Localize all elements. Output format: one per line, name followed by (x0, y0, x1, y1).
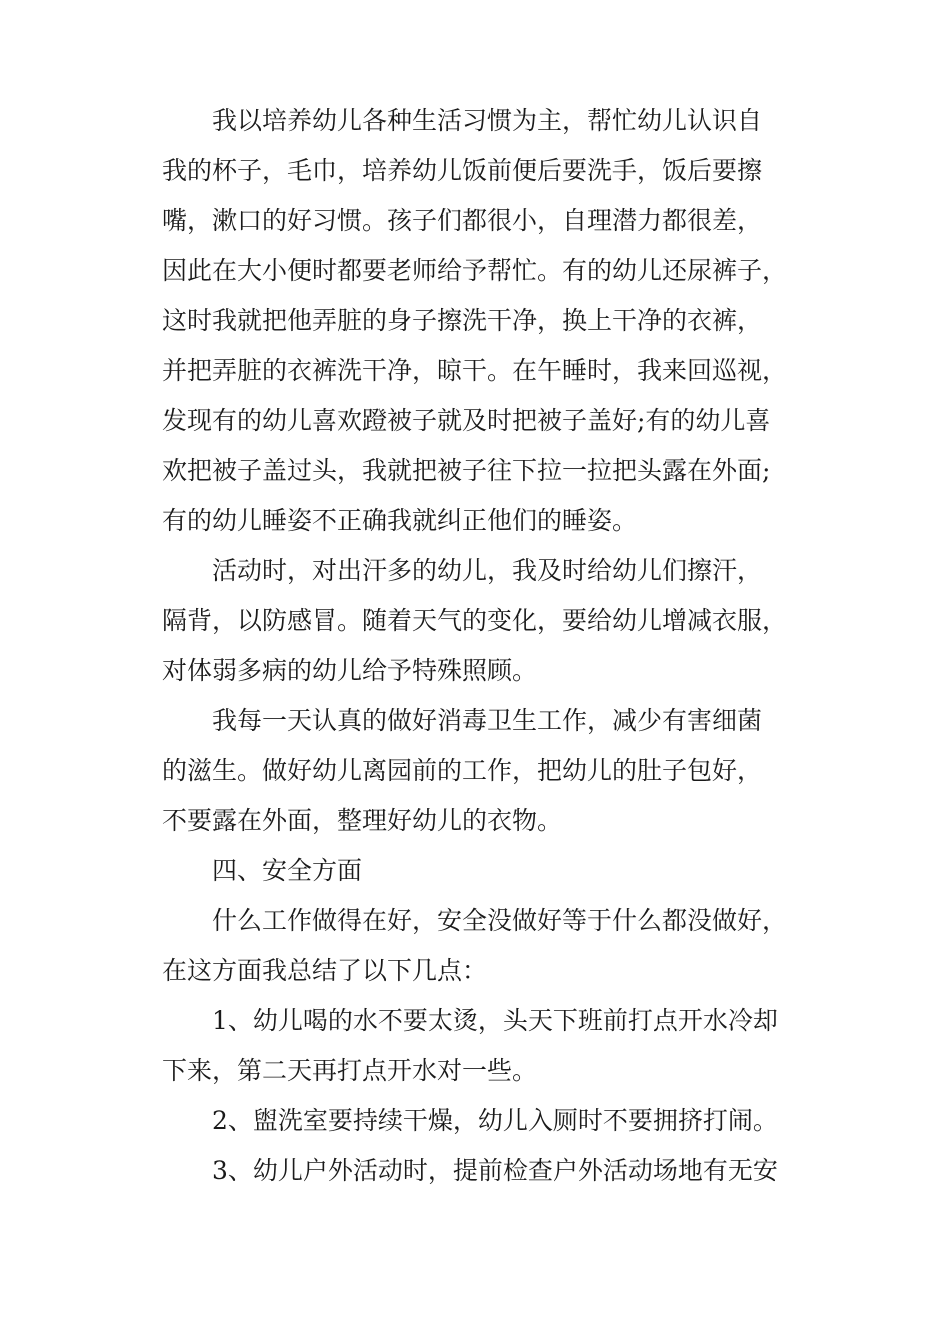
paragraph-line: 嘴，漱口的好习惯。孩子们都很小，自理潜力都很差， (162, 206, 763, 235)
paragraph-line: 隔背，以防感冒。随着天气的变化，要给幼儿增减衣服， (162, 606, 788, 635)
paragraph-line: 什么工作做得在好，安全没做好等于什么都没做好， (212, 906, 788, 935)
paragraph-line: 我的杯子，毛巾，培养幼儿饭前便后要洗手，饭后要擦 (162, 156, 763, 185)
paragraph-line: 不要露在外面，整理好幼儿的衣物。 (162, 806, 563, 835)
paragraph-line: 发现有的幼儿喜欢蹬被子就及时把被子盖好;有的幼儿喜 (162, 406, 771, 435)
paragraph-line: 在这方面我总结了以下几点： (162, 956, 488, 985)
paragraph-line: 并把弄脏的衣裤洗干净，晾干。在午睡时，我来回巡视， (162, 356, 788, 385)
list-item-line: 下来，第二天再打点开水对一些。 (162, 1056, 538, 1085)
paragraph-line: 对体弱多病的幼儿给予特殊照顾。 (162, 656, 538, 685)
paragraph-line: 有的幼儿睡姿不正确我就纠正他们的睡姿。 (162, 506, 638, 535)
paragraph-line: 我以培养幼儿各种生活习惯为主，帮忙幼儿认识自 (212, 106, 763, 135)
paragraph-line: 因此在大小便时都要老师给予帮忙。有的幼儿还尿裤子， (162, 256, 788, 285)
section-heading: 四、安全方面 (212, 856, 363, 885)
paragraph-line: 欢把被子盖过头，我就把被子往下拉一拉把头露在外面; (162, 456, 771, 485)
paragraph-line: 的滋生。做好幼儿离园前的工作，把幼儿的肚子包好， (162, 756, 763, 785)
paragraph-line: 我每一天认真的做好消毒卫生工作，减少有害细菌 (212, 706, 763, 735)
list-item-line: 2、盥洗室要持续干燥，幼儿入厕时不要拥挤打闹。 (212, 1106, 778, 1135)
document-body (162, 96, 792, 1196)
list-item-line: 3、幼儿户外活动时，提前检查户外活动场地有无安 (212, 1156, 778, 1185)
paragraph-line: 活动时，对出汗多的幼儿，我及时给幼儿们擦汗， (212, 556, 763, 585)
list-item-line: 1、幼儿喝的水不要太烫，头天下班前打点开水冷却 (212, 1006, 778, 1035)
paragraph-line: 这时我就把他弄脏的身子擦洗干净，换上干净的衣裤， (162, 306, 763, 335)
